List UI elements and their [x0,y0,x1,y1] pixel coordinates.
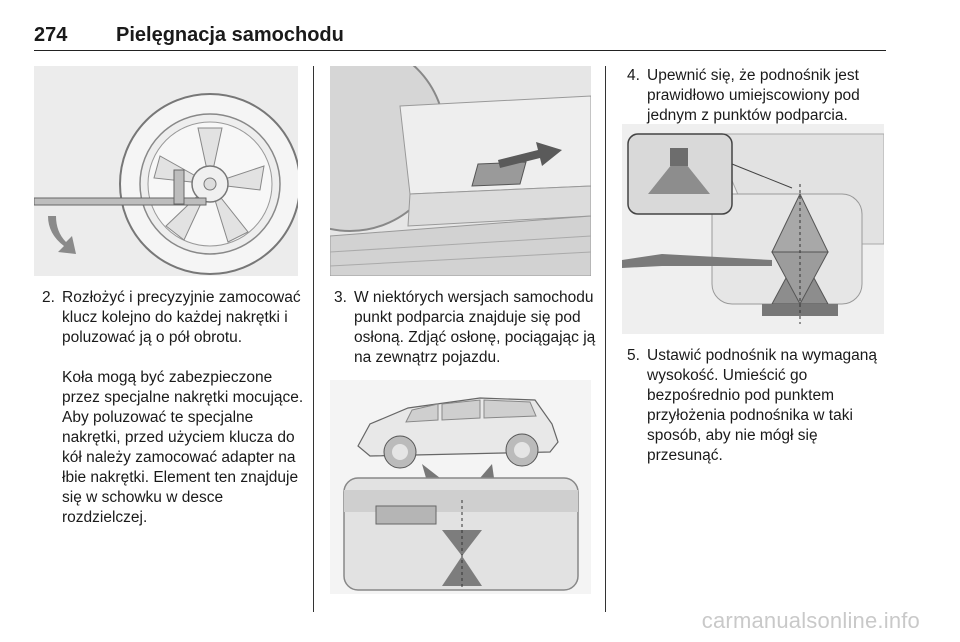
step-2 [42,288,304,348]
step-4 [627,66,887,126]
jacking-point-cover-illustration [330,66,591,276]
jack-under-support-point-illustration [622,124,884,334]
column-divider [313,66,314,612]
watermark: carmanualsonline.info [701,608,920,633]
note-paragraph: Koła mogą być zabezpieczone przez specjalne nakrętki mocujące. Aby poluzować te specjalne nakrętki, przed użyciem klucza do kół należy zamocować adapter na łbie nakrętki. Element ten znajduje się w schowku w desce rozdzielczej. [62,369,304,526]
page-header [34,22,886,51]
page-title: Pielęgnacja samochodu [116,24,344,46]
car-jack-position-illustration [330,380,591,594]
step-text: Upewnić się, że podnośnik jest prawidłowo umiejscowiony pod jednym z punktów podparcia. [647,67,860,124]
step-number: 3. [334,289,347,306]
wheel-wrench-illustration [34,66,298,276]
step-number: 5. [627,347,640,364]
step-number: 2. [42,289,55,306]
column-divider [605,66,606,612]
step-text: W niektórych wersjach samochodu punkt podparcia znajduje się pod osłoną. Zdjąć osłonę, pociągając ją na zewnątrz pojazdu. [354,289,596,366]
page-number: 274 [34,24,68,46]
step-number: 4. [627,67,640,84]
step-text: Rozłożyć i precyzyjnie zamocować klucz kolejno do każdej nakrętki i poluzować ją o pół obrotu. [62,289,301,346]
step-3 [334,288,598,368]
step-5 [627,346,889,466]
step-text: Ustawić podnośnik na wymaganą wysokość. Umieścić go bezpośrednio pod punktem przyłożenia podnośnika w taki sposób, aby nie mógł się przesunąć. [647,347,878,464]
